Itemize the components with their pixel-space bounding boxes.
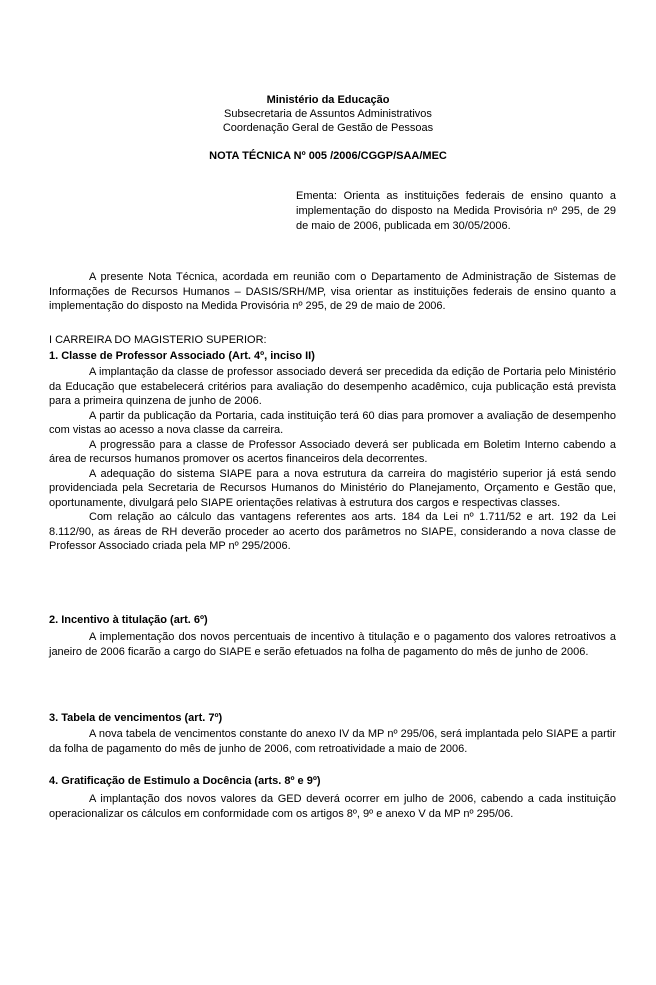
ementa-text: Ementa: Orienta as instituições federais de ensino quanto a implementação do disposto na Medida Provisória nº 295, de 29 de maio de 2006, publicada em 30/05/2006. — [296, 190, 616, 232]
item1-paragraph-1: A implantação da classe de professor associado deverá ser precedida da edição de Portaria pelo Ministério da Educação que estabelecerá critérios para avaliação do desempenho acadêmico, cuja publicação está prevista para a primeira quinzena de junho de 2006. — [49, 366, 616, 407]
header-subsecretaria: Subsecretaria de Assuntos Administrativos — [224, 108, 432, 120]
header-coordenacao: Coordenação Geral de Gestão de Pessoas — [222, 122, 434, 134]
item1-block — [49, 365, 616, 554]
section1-heading: I CARREIRA DO MAGISTERIO SUPERIOR: — [49, 334, 267, 346]
document-title: NOTA TÉCNICA Nº 005 /2006/CGGP/SAA/MEC — [209, 150, 447, 162]
item3-paragraph: A nova tabela de vencimentos constante do anexo IV da MP nº 295/06, será implantada pelo SIAPE a partir da folha de pagamento do mês de junho de 2006, com retroatividade a maio de 2006. — [49, 728, 616, 755]
item3-heading: 3. Tabela de vencimentos (art. 7º) — [49, 712, 223, 724]
item4-block — [49, 792, 616, 821]
item3-block — [49, 727, 616, 756]
item1-paragraph-5: Com relação ao cálculo das vantagens referentes aos arts. 184 da Lei nº 1.711/52 e art. 192 da Lei 8.112/90, as áreas de RH deverão proceder ao acerto dos parâmetros no SIAPE, considerando a nova classe de Professor Associado criada pela MP nº 295/2006. — [49, 511, 616, 552]
item4-heading: 4. Gratificação de Estimulo a Docência (arts. 8º e 9º) — [49, 775, 321, 787]
intro-paragraph: A presente Nota Técnica, acordada em reunião com o Departamento de Administração de Sistemas de Informações de Recursos Humanos – DASIS/SRH/MP, visa orientar as instituições federais de ensino quanto a implementação do disposto na Medida Provisória nº 295, de 29 de maio de 2006. — [49, 271, 616, 312]
item1-heading: 1. Classe de Professor Associado (Art. 4º, inciso II) — [49, 350, 315, 362]
item1-paragraph-2: A partir da publicação da Portaria, cada instituição terá 60 dias para promover a avaliação de desempenho com vistas ao acesso a nova classe da carreira. — [49, 409, 616, 436]
item4-paragraph: A implantação dos novos valores da GED deverá ocorrer em julho de 2006, cabendo a cada instituição operacionalizar os cálculos em conformidade com os artigos 8º, 9º e anexo V da MP nº 295/06. — [49, 793, 616, 820]
item2-heading: 2. Incentivo à titulação (art. 6º) — [49, 614, 208, 626]
item2-block — [49, 630, 616, 659]
item2-paragraph: A implementação dos novos percentuais de incentivo à titulação e o pagamento dos valores retroativos a janeiro de 2006 ficarão a cargo do SIAPE e serão efetuados na folha de pagamento do mês de junho de 2006. — [49, 631, 616, 658]
item1-paragraph-4: A adequação do sistema SIAPE para a nova estrutura da carreira do magistério superior já está sendo providenciada pela Secretaria de Recursos Humanos do Ministério do Planejamento, Orçamento e Gestão que, oportunamente, divulgará pelo SIAPE orientações relativas à estrutura dos cargos e respectivas classes. — [49, 467, 616, 509]
header-ministry: Ministério da Educação — [266, 94, 390, 106]
intro-block — [49, 270, 616, 314]
item1-paragraph-3: A progressão para a classe de Professor Associado deverá ser publicada em Boletim Interno cabendo a área de recursos humanos promover os acertos financeiros dela decorrentes. — [49, 438, 616, 465]
